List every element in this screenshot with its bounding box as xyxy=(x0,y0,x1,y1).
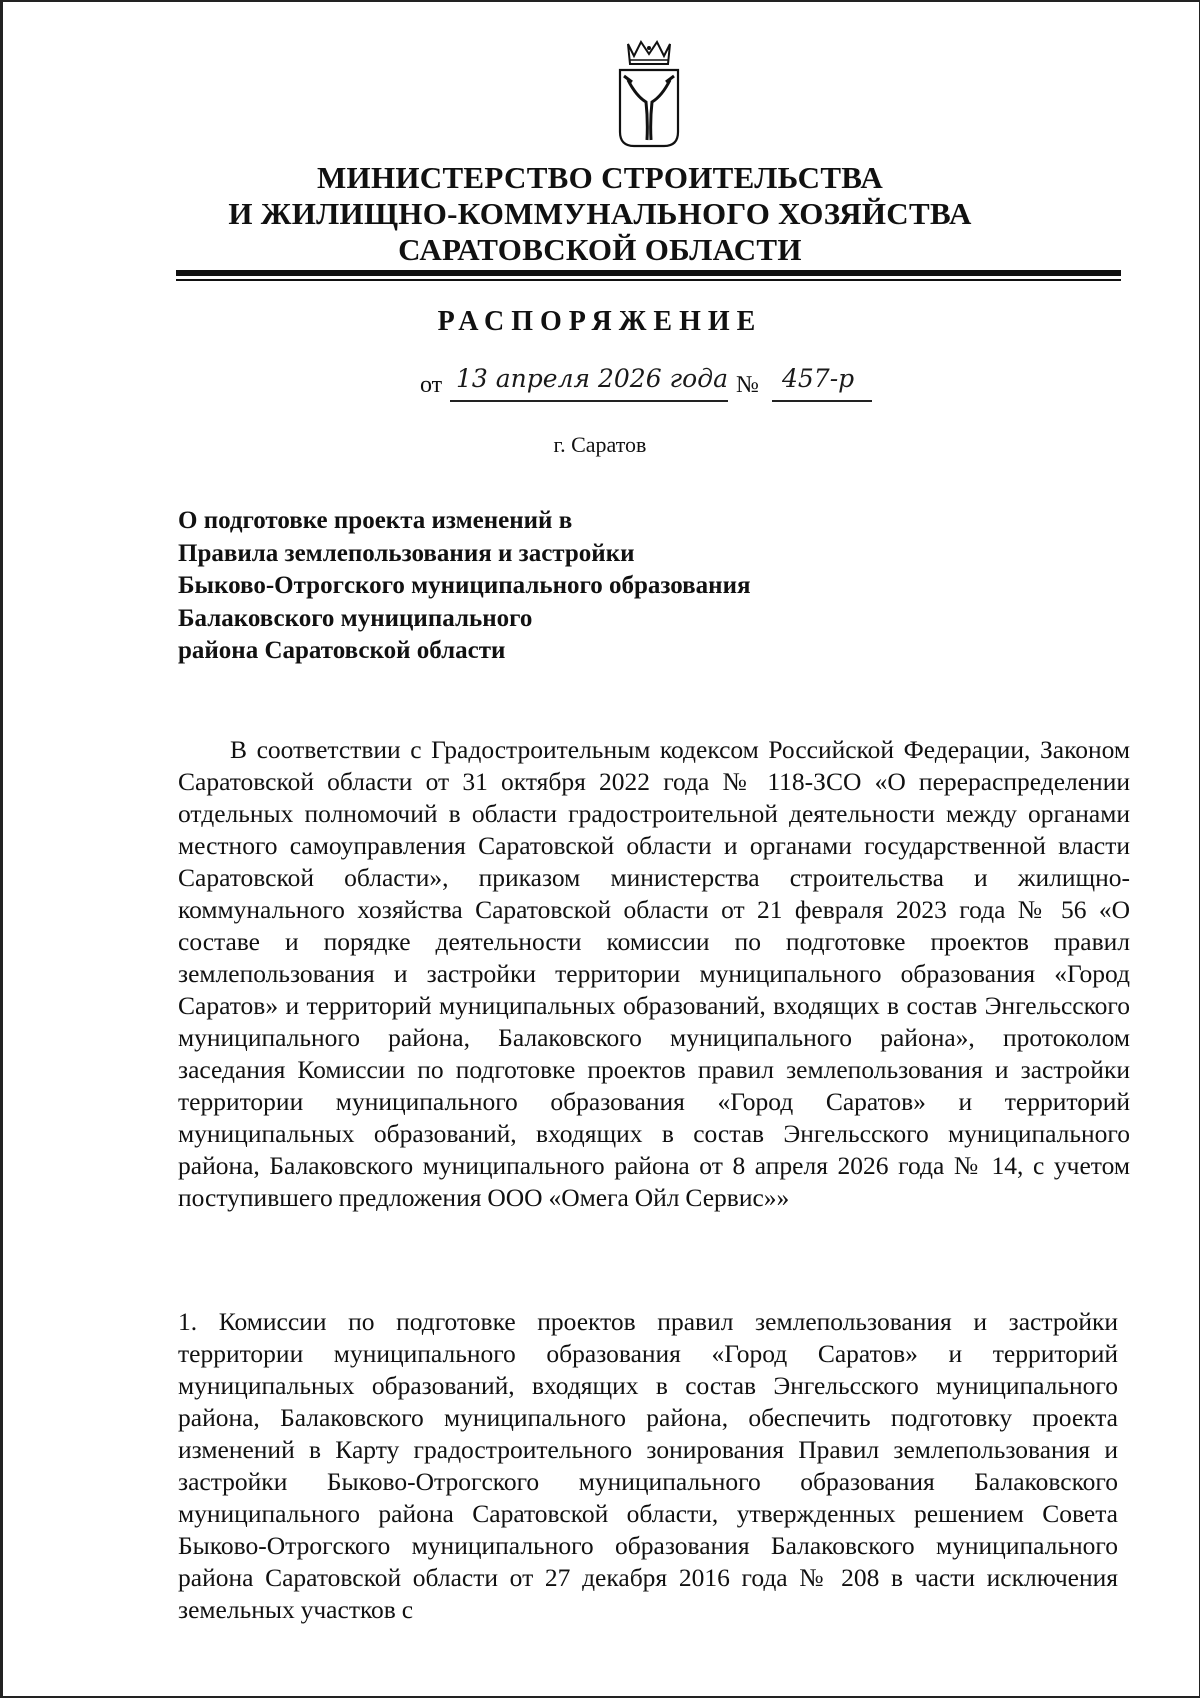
ministry-title-line3: САРАТОВСКОЙ ОБЛАСТИ xyxy=(398,232,802,267)
subject-line1: О подготовке проекта изменений в xyxy=(178,507,573,534)
ministry-title xyxy=(0,160,1200,268)
saratov-coat-of-arms-icon xyxy=(614,40,684,152)
number-handwritten: 457-р xyxy=(782,364,855,393)
header-divider-thick xyxy=(176,270,1121,276)
item-1-paragraph: 1. Комиссии по подготовке проектов правил землепользования и застройки территории муниципального образования «Город Саратов» и территорий муниципальных образований, входящих в состав Энгельсского муниципального района, Балаковского муниципального района, обеспечить подготовку проекта изменений в Карту градостроительного зонирования Правил землепользования и застройки Быково-Отрогского муниципального образования Балаковского муниципального района Саратовской области, утвержденных решением Совета Быково-Отрогского муниципального образования Балаковского муниципального района Саратовской области от 27 декабря 2016 года № 208 в части исключения земельных участков с xyxy=(178,1307,1118,1624)
date-number-line xyxy=(420,364,880,404)
number-underline xyxy=(772,400,872,402)
subject-line5: района Саратовской области xyxy=(178,637,506,664)
date-prefix: от xyxy=(420,372,443,398)
document-type-heading: РАСПОРЯЖЕНИЕ xyxy=(437,306,763,337)
number-prefix: № xyxy=(736,372,759,398)
city-label: г. Саратов xyxy=(553,432,647,457)
header-divider-thin xyxy=(176,279,1121,281)
date-handwritten: 13 апреля 2026 года xyxy=(456,364,728,393)
subject-line2: Правила землепользования и застройки xyxy=(178,539,635,567)
ministry-title-line2: И ЖИЛИЩНО-КОММУНАЛЬНОГО ХОЗЯЙСТВА xyxy=(228,196,972,231)
subject-line3: Быково-Отрогского муниципального образования xyxy=(178,572,751,599)
date-underline xyxy=(450,400,728,402)
ministry-title-line1: МИНИСТЕРСТВО СТРОИТЕЛЬСТВА xyxy=(316,160,884,195)
subject-line4: Балаковского муниципального xyxy=(178,604,533,632)
preamble-paragraph: В соответствии с Градостроительным кодексом Российской Федерации, Законом Саратовской области от 31 октября 2022 года № 118-ЗСО «О перераспределении отдельных полномочий в области градостроительной деятельности между органами местного самоуправления Саратовской области и органами государственной власти Саратовской области», приказом министерства строительства и жилищно-коммунального хозяйства Саратовской области от 21 февраля 2023 года № 56 «О составе и порядке деятельности комиссии по подготовке проектов правил землепользования и застройки территории муниципального образования «Город Саратов» и территорий муниципальных образований, входящих в состав Энгельсского муниципального района, Балаковского муниципального района», протоколом заседания Комиссии по подготовке проектов правил землепользования и застройки территории муниципального образования «Город Саратов» и территорий муниципальных образований, входящих в состав Энгельсского муниципального района, Балаковского муниципального района от 8 апреля 2026 года № 14, с учетом поступившего предложения ООО «Омега Ойл Сервис»» xyxy=(178,735,1130,1212)
subject-heading xyxy=(178,505,751,668)
